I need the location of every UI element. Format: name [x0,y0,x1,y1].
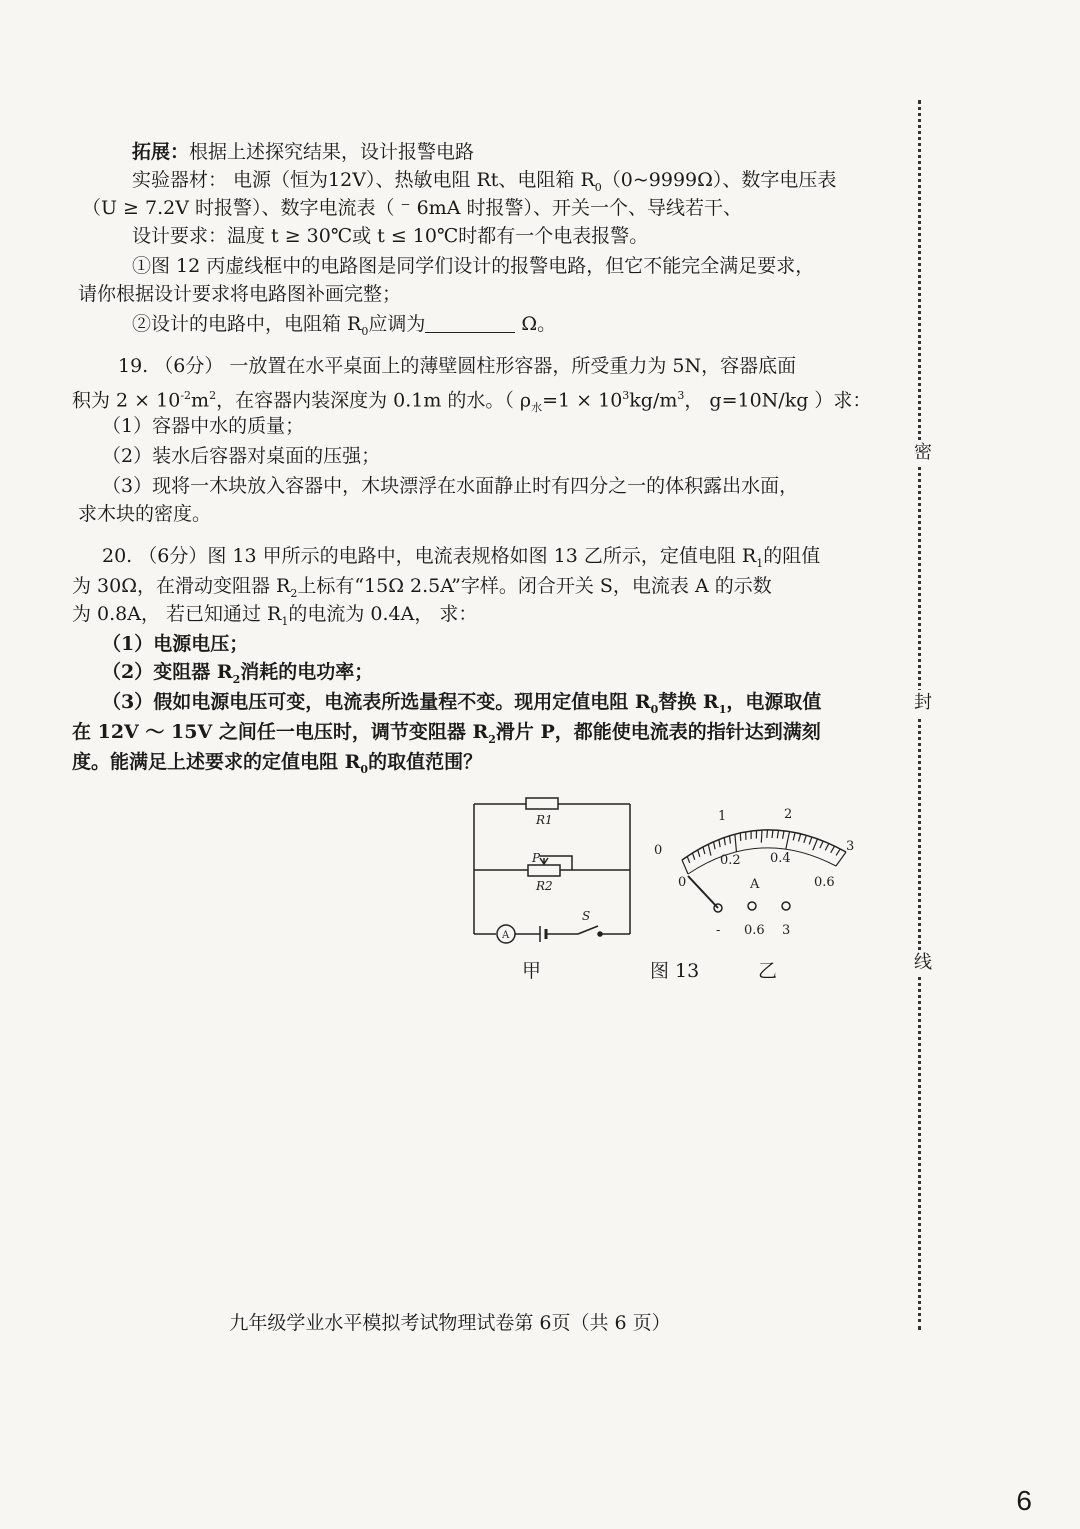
caption-figure: 图 13 [650,960,700,982]
dial-tick [692,853,694,860]
dial-tick [825,843,829,850]
caption-right: 乙 [758,960,778,982]
dial-tick [730,836,731,844]
page-footer: 九年级学业水平模拟考试物理试卷第 6页（共 6 页） [229,1312,671,1334]
dial-tick [804,835,806,843]
dial-tick [687,856,690,863]
extension-item2: ②设计的电路中，电阻箱 $R_0$应调为 Ω。 [132,313,557,338]
q19-line1: 19. （6分） 一放置在水平桌面上的薄壁圆柱形容器，所受重力为 5N，容器底面 [118,355,797,377]
dial-tick [708,844,711,855]
side-label-mi: 密 [910,440,936,466]
answer-blank [425,314,515,333]
q19-line2: 积为 $2 \times 10^{-2}m^2$，在容器内装深度为 0.1m 的水。（ $\rho_水=1 \times 10^3kg/m^3$， g=10N/kg ）求： [72,389,872,415]
dial-tick [793,833,795,841]
scale-top-3: 3 [846,839,855,854]
q20-sub3-line3: 度。能满足上述要求的定值电阻 $R_0$的取值范围？ [72,751,483,776]
dial-tick [783,831,784,839]
dial-tick [714,842,716,849]
q20-line2: 为 30Ω，在滑动变阻器 $R_2$上标有“15Ω 2.5A”字样。闭合开关 S，电流表 A 的示数 [72,575,772,600]
extension-materials-line2: （U ≥ 7.2V 时报警）、数字电流表（ ⁻ 6mA 时报警）、开关一个、导线若干、 [82,197,742,219]
dial-tick [786,832,790,850]
q19-sub3-line2: 求木块的密度。 [78,503,212,525]
dial-tick [698,850,700,857]
dial-tick [820,841,823,848]
side-label-feng: 封 [910,690,936,716]
q20-sub2: （2）变阻器 $R_2$消耗的电功率； [102,661,374,686]
q19-sub3-line1: （3）现将一木块放入容器中，木块漂浮在水面静止时有四分之一的体积露出水面， [102,475,799,497]
q19-sub1: （1）容器中水的质量； [102,415,305,437]
dial-tick [798,834,800,842]
extension-materials-line1: 实验器材： 电源（恒为12V）、热敏电阻 Rt、电阻箱 $R_0(0\sim 9999\Omega)$、数字电压表 [132,169,837,194]
q20-line1: 20. （6分）图 13 甲所示的电路中，电流表规格如图 13 乙所示，定值电阻 $R_1$的阻值 [102,545,821,570]
dial-tick [682,860,688,874]
dial-tick [809,837,812,844]
dial-tick [703,847,705,854]
scale-top-0: 0 [654,843,663,858]
q19-sub2: （2）装水后容器对桌面的压强； [102,445,381,467]
terminal-label-3: 3 [782,923,791,938]
dial-tick [719,840,720,848]
scale-top-1: 1 [718,809,727,824]
extension-item1-line2: 请你根据设计要求将电路图补画完整； [78,283,402,305]
resistor-r1 [526,798,558,809]
q20-sub3-line2: 在 12V ～ 15V 之间任一电压时，调节变阻器 $R_2$滑片 P，都能使电流表的指针达到满刻 [72,721,821,746]
terminal-1 [748,902,756,910]
scale-bottom-04: 0.4 [770,851,791,866]
dial-tick [761,830,762,843]
ammeter-dial [682,830,846,912]
dial-tick [831,846,835,853]
label-r1: R1 [536,813,553,827]
dial-tick [836,849,840,856]
page-number: 6 [1016,1485,1032,1516]
meter-unit: A [750,877,760,892]
label-s: S [582,909,591,923]
q20-sub1: （1）电源电压； [102,633,249,655]
dial-tick [724,838,725,846]
switch-symbol [578,926,598,934]
scale-bottom-02: 0.2 [720,853,741,868]
dial-tick [735,834,737,852]
label-ammeter: A [502,930,510,941]
terminal-label-minus: - [716,923,721,938]
terminal-2 [782,902,790,910]
figure-13 [460,790,880,950]
meter-needle [688,876,718,908]
label-p: P [532,851,541,865]
dial-tick [777,830,778,838]
extension-design-requirement: 设计要求：温度 t ≥ 30℃或 t ≤ 10℃时都有一个电表报警。 [132,225,649,247]
rheostat-r2 [528,865,560,876]
caption-left: 甲 [522,960,542,982]
extension-item1-line1: ①图 12 丙虚线框中的电路图是同学们设计的报警电路，但它不能完全满足要求， [132,255,815,277]
q20-sub3-line1: （3）假如电源电压可变，电流表所选量程不变。现用定值电阻 $R_0$替换 $R_1$，电源取值 [102,691,822,716]
scale-bottom-06: 0.6 [814,875,835,890]
q20-line3: 为 0.8A， 若已知通过 $R_1$的电流为 0.4A， 求： [72,603,478,628]
dial-tick [772,830,773,838]
terminal-label-06: 0.6 [744,923,765,938]
scale-top-2: 2 [784,807,793,822]
label-r2: R2 [536,879,553,893]
extension-title: 拓展：根据上述探究结果，设计报警电路 [132,141,475,163]
dial-tick [767,830,768,838]
side-label-xian: 线 [910,950,936,976]
scale-bottom-0: 0 [678,875,687,890]
dial-tick [813,839,818,850]
